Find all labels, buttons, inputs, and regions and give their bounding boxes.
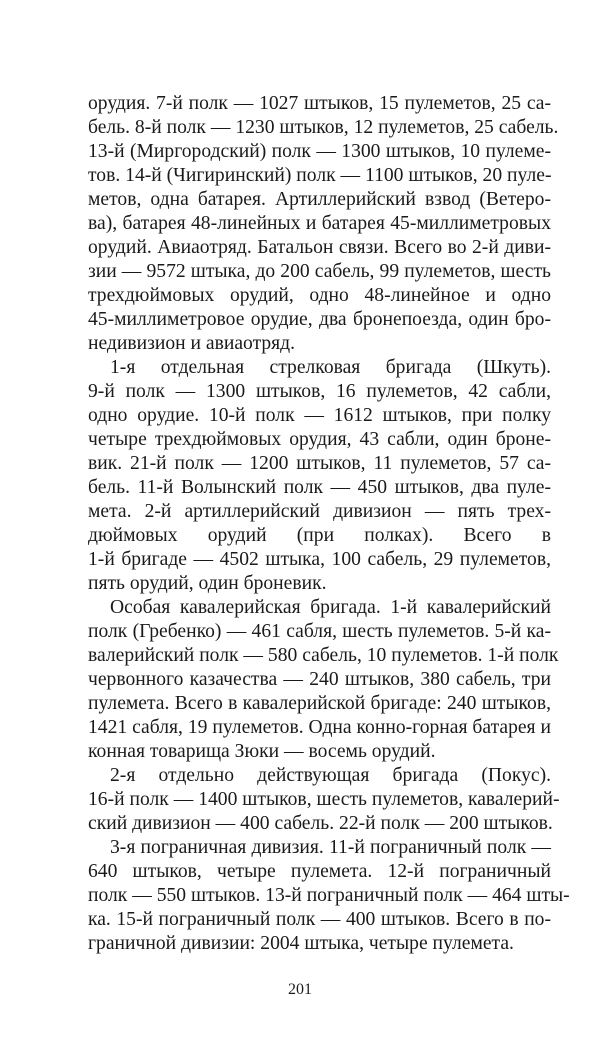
paragraph bbox=[88, 764, 560, 836]
text-line: 16-й полк — 1400 штыков, шесть пулеметов, кавалерий- bbox=[88, 789, 560, 810]
text-line: 1-й бригаде — 4502 штыка, 100 сабель, 29 пулеметов, bbox=[88, 549, 551, 570]
text-line: ва), батарея 48-линейных и батарея 45-миллиметровых bbox=[88, 213, 551, 234]
paragraph bbox=[88, 356, 551, 596]
text-line: вик. 21-й полк — 1200 штыков, 11 пулеметов, 57 са- bbox=[88, 453, 551, 474]
text-line: тов. 14-й (Чигиринский) полк — 1100 штыков, 20 пуле- bbox=[88, 165, 552, 186]
text-line: бель. 11-й Волынский полк — 450 штыков, два пуле- bbox=[88, 477, 551, 498]
text-line: четыре трехдюймовых орудия, 43 сабли, один броне- bbox=[88, 429, 551, 450]
text-line: дюймовых орудий (при полках). Всего в bbox=[88, 525, 551, 546]
text-line: червонного казачества — 240 штыков, 380 сабель, три bbox=[88, 669, 551, 690]
text-line: ка. 15-й пограничный полк — 400 штыков. Всего в по- bbox=[88, 909, 551, 930]
text-line: ский дивизион — 400 сабель. 22-й полк — 200 штыков. bbox=[88, 813, 553, 834]
text-line: пулемета. Всего в кавалерийской бригаде: 240 штыков, bbox=[88, 693, 551, 714]
text-line: валерийский полк — 580 сабель, 10 пулеметов. 1-й полк bbox=[88, 645, 559, 666]
text-line: зии — 9572 штыка, до 200 сабель, 99 пулеметов, шесть bbox=[88, 261, 551, 282]
text-line: Особая кавалерийская бригада. 1-й кавалерийский bbox=[110, 597, 551, 618]
text-line: 45-миллиметровое орудие, два бронепоезда, один бро- bbox=[88, 309, 551, 330]
text-line: трехдюймовых орудий, одно 48-линейное и одно bbox=[88, 285, 551, 306]
text-line: метов, одна батарея. Артиллерийский взвод (Ветеро- bbox=[88, 189, 551, 210]
text-line: 9-й полк — 1300 штыков, 16 пулеметов, 42 сабли, bbox=[88, 381, 551, 402]
paragraph bbox=[88, 596, 559, 764]
text-line: мета. 2-й артиллерийский дивизион — пять трех- bbox=[88, 501, 551, 522]
text-line: 3-я пограничная дивизия. 11-й пограничный полк — bbox=[110, 837, 551, 858]
text-line: 1421 сабля, 19 пулеметов. Одна конно-горная батарея и bbox=[88, 717, 551, 738]
text-line: 13-й (Миргородский) полк — 1300 штыков, 10 пулеме- bbox=[88, 141, 551, 162]
text-line: полк (Гребенко) — 461 сабля, шесть пулеметов. 5-й ка- bbox=[88, 621, 551, 642]
text-line: граничной дивизии: 2004 штыка, четыре пулемета. bbox=[88, 933, 514, 954]
text-line: пять орудий, один броневик. bbox=[88, 573, 327, 594]
text-line: 1-я отдельная стрелковая бригада (Шкуть). bbox=[110, 357, 551, 378]
page-body bbox=[88, 92, 570, 956]
text-line: 2-я отдельно действующая бригада (Покус). bbox=[110, 765, 551, 786]
paragraph bbox=[88, 836, 570, 956]
text-line: полк — 550 штыков. 13-й пограничный полк — 464 шты- bbox=[88, 885, 570, 906]
text-line: орудия. 7-й полк — 1027 штыков, 15 пулеметов, 25 са- bbox=[88, 93, 551, 114]
text-line: недивизион и авиаотряд. bbox=[88, 333, 296, 354]
text-line: 640 штыков, четыре пулемета. 12-й пограничный bbox=[88, 861, 551, 882]
text-line: орудий. Авиаотряд. Батальон связи. Всего во 2-й диви- bbox=[88, 237, 551, 258]
text-line: конная товарища Зюки — восемь орудий. bbox=[88, 741, 436, 762]
paragraph bbox=[88, 92, 559, 356]
page-number: 201 bbox=[288, 981, 312, 998]
text-line: бель. 8-й полк — 1230 штыков, 12 пулеметов, 25 сабель. bbox=[88, 117, 559, 138]
text-line: одно орудие. 10-й полк — 1612 штыков, при полку bbox=[88, 405, 551, 426]
